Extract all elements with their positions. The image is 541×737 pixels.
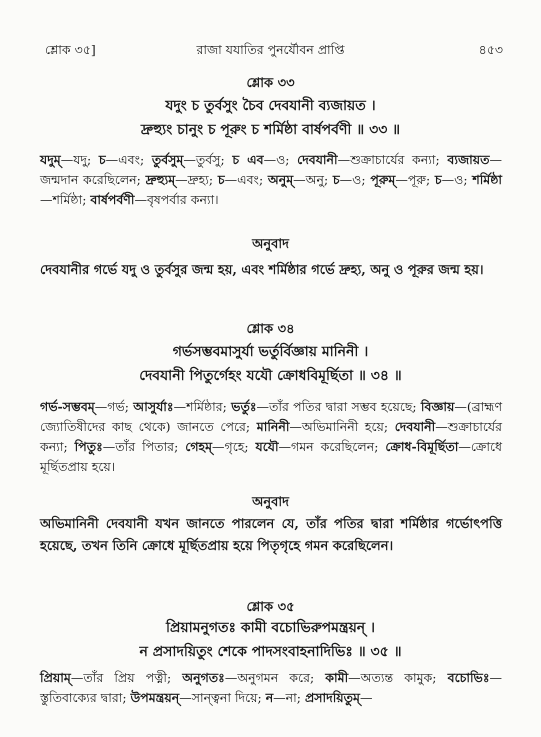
- synonym-meaning: সান্ত্বনা দিয়ে: [191, 690, 258, 705]
- verse-line: দ্রুহ্যুং চানুং চ পূরুং চ শর্মিষ্ঠা বার্ষপর্বণী ॥ ৩৩ ॥: [140, 122, 401, 138]
- synonym-term: চ: [332, 172, 340, 187]
- translation-paragraph: অভিমানিনী দেবযানী যখন জানতে পারলেন যে, তাঁর পতির দ্বারা শর্মিষ্ঠার গর্ভোৎপত্তি হয়েছে, তখন তিনি ক্রোধে মূর্ছিতপ্রায় হয়ে পিতৃগৃহে গমন করেছিলেন।: [40, 517, 502, 554]
- synonym-meaning: জন্মদান করেছিলেন: [40, 172, 137, 187]
- verse-line: দেবযানী পিতুর্গেহং যযৌ ক্রোধবিমূর্ছিতা ॥ ৩৪ ॥: [139, 368, 402, 384]
- verse-heading: শ্লোক ৩৫: [246, 600, 295, 615]
- synonym-term: প্রিয়াম্: [40, 670, 71, 685]
- synonym-meaning: স্তুতিবাক্যের দ্বারা: [40, 690, 123, 705]
- synonym-meaning: বৃষপর্বার কন্যা: [146, 192, 215, 207]
- synonym-term: মানিনী: [256, 419, 290, 434]
- header-page-number: ৪৫৩: [478, 42, 503, 57]
- synonym-term: বার্ষপর্বণী: [90, 192, 135, 207]
- synonym-term: দ্রুহ্যুম্: [145, 172, 176, 187]
- header-chapter-title: রাজা যযাতির পুনর্যৌবন প্রাপ্তি: [196, 42, 345, 57]
- synonym-term: ভর্তুঃ: [231, 399, 257, 414]
- synonym-term: বচোভিঃ: [447, 670, 490, 685]
- synonym-meaning: তাঁর প্রিয় পত্নী: [83, 670, 167, 685]
- synonyms-paragraph: গর্ভ-সম্ভবম্—গর্ভ; আসুর্যাঃ—শর্মিষ্ঠার; ভর্তুঃ—তাঁর পতির দ্বারা সম্ভব হয়েছে; বিজ্ঞায়—(ব্রাহ্মণ জ্যোতিষীদের কাছ থেকে) জানতে পেরে; মানিনী—অভিমানিনী হয়ে; দেবযানী—শুক্রাচার্যের কন্যা; পিতুঃ—তাঁর পিতার; গেহম্—গৃহে; যযৌ—গমন করেছিলেন; ক্রোধ-বিমূর্ছিতা—ক্রোধে মূর্ছিতপ্রায় হয়ে।: [40, 399, 503, 474]
- synonym-meaning: অনু: [305, 172, 324, 187]
- synonym-term: উপমন্ত্রয়ন্: [130, 690, 180, 705]
- synonym-meaning: তাঁর পিতার: [115, 439, 175, 454]
- synonym-meaning: শুক্রাচার্যের কন্যা: [350, 152, 436, 167]
- synonym-term: যযৌ: [255, 439, 279, 454]
- synonym-term: দেবযানী: [394, 419, 436, 434]
- verse-text: [0, 340, 541, 388]
- synonym-term: কামী: [325, 670, 349, 685]
- synonym-term: অনুম্: [267, 172, 294, 187]
- synonyms-paragraph: যদুম্—যদু; চ—এবং; তুর্বসুম্—তুর্বসু; চ এব—ও; দেবযানী—শুক্রাচার্যের কন্যা; ব্যজায়ত—জন্মদান করেছিলেন; দ্রুহ্যুম্—দ্রুহ্য; চ—এবং; অনুম্—অনু; চ—ও; পূরুম্—পূরু; চ—ও; শর্মিষ্ঠা—শর্মিষ্ঠা; বার্ষপর্বণী—বৃষপর্বার কন্যা।: [40, 152, 503, 207]
- synonym-meaning: গৃহে: [224, 439, 245, 454]
- synonym-meaning: অত্যন্ত কামুক: [360, 670, 433, 685]
- synonym-meaning: ও: [454, 172, 464, 187]
- synonym-term: শর্মিষ্ঠা: [472, 172, 503, 187]
- synonym-term: চ এব: [232, 152, 264, 167]
- verse-heading: শ্লোক ৩৪: [246, 322, 295, 337]
- synonym-term: চ: [98, 152, 106, 167]
- header-verse-ref: শ্লোক ৩৫]: [45, 42, 96, 57]
- synonym-meaning: ও: [276, 152, 286, 167]
- synonym-term: গেহম্: [185, 439, 213, 454]
- synonym-meaning: গর্ভ: [107, 399, 125, 414]
- synonym-meaning: শর্মিষ্ঠা: [52, 192, 83, 207]
- synonym-meaning: ক্রোধে মূর্ছিতপ্রায় হয়ে: [40, 439, 503, 474]
- synonym-term: চ: [217, 172, 225, 187]
- synonym-meaning: এবং: [118, 152, 140, 167]
- synonym-term: তুর্বসুম্: [151, 152, 184, 167]
- synonym-term: যদুম্: [40, 152, 61, 167]
- synonym-meaning: অনুগমন করে: [237, 670, 310, 685]
- synonym-meaning: শুক্রাচার্যের কন্যা: [40, 419, 503, 454]
- synonym-term: প্রসাদয়িতুম্: [304, 690, 360, 705]
- verse-line: প্রিয়ামনুগতঃ কামী বচোভিরুপমন্ত্রয়ন্ ।: [165, 620, 376, 636]
- synonym-meaning: (ব্রাহ্মণ জ্যোতিষীদের কাছ থেকে) জানতে পেরে: [40, 399, 503, 434]
- synonym-meaning: গমন করেছিলেন: [291, 439, 375, 454]
- synonym-meaning: অভিমানিনী হয়ে: [301, 419, 384, 434]
- synonym-term: ক্রোধ-বিমূর্ছিতা: [385, 439, 459, 454]
- verse-line: যদুং চ তুর্বসুং চৈব দেবযানী ব্যজায়ত ।: [165, 98, 376, 114]
- synonym-meaning: না: [285, 690, 297, 705]
- synonym-term: ন: [265, 690, 274, 705]
- synonym-term: বিজ্ঞায়: [420, 399, 455, 414]
- synonym-term: দেবযানী: [297, 152, 338, 167]
- synonym-meaning: দ্রুহ্য: [187, 172, 209, 187]
- running-header: [0, 42, 541, 58]
- translation-heading: অনুবাদ: [252, 237, 289, 252]
- synonym-term: গর্ভ-সম্ভবম্: [40, 399, 95, 414]
- verse-line: ন প্রসাদয়িতুং শেকে পাদসংবাহনাদিভিঃ ॥ ৩৫ ॥: [139, 644, 402, 660]
- synonym-meaning: পূরু: [407, 172, 426, 187]
- synonym-meaning: তাঁর পতির দ্বারা সম্ভব হয়েছে: [268, 399, 413, 414]
- synonym-meaning: এবং: [237, 172, 259, 187]
- synonyms-paragraph: প্রিয়াম্—তাঁর প্রিয় পত্নী; অনুগতঃ—অনুগমন করে; কামী—অত্যন্ত কামুক; বচোভিঃ—স্তুতিবাক্যের দ্বারা; উপমন্ত্রয়ন্—সান্ত্বনা দিয়ে; ন—না; প্রসাদয়িতুম্—: [40, 670, 503, 705]
- synonym-meaning: শর্মিষ্ঠার: [186, 399, 223, 414]
- verse-text: [0, 616, 541, 664]
- translation-paragraph: দেবযানীর গর্ভে যদু ও তুর্বসুর জন্ম হয়, এবং শর্মিষ্ঠার গর্ভে দ্রুহ্য, অনু ও পূরুর জন্ম হয়।: [40, 263, 484, 278]
- synonym-meaning: ও: [352, 172, 362, 187]
- translation-heading: অনুবাদ: [252, 495, 289, 510]
- synonym-term: পূরুম্: [370, 172, 396, 187]
- synonym-term: পিতুঃ: [74, 439, 103, 454]
- synonym-term: ব্যজায়ত: [447, 152, 490, 167]
- synonym-meaning: তুর্বসু: [195, 152, 221, 167]
- synonym-term: আসুর্যাঃ: [133, 399, 174, 414]
- verse-line: গর্ভসম্ভবমাসুর্যা ভর্তুর্বিজ্ঞায় মানিনী ।: [172, 344, 369, 360]
- synonym-term: চ: [434, 172, 442, 187]
- synonym-meaning: যদু: [73, 152, 87, 167]
- verse-heading: শ্লোক ৩৩: [246, 76, 295, 91]
- synonym-term: অনুগতঃ: [182, 670, 225, 685]
- verse-text: [0, 94, 541, 142]
